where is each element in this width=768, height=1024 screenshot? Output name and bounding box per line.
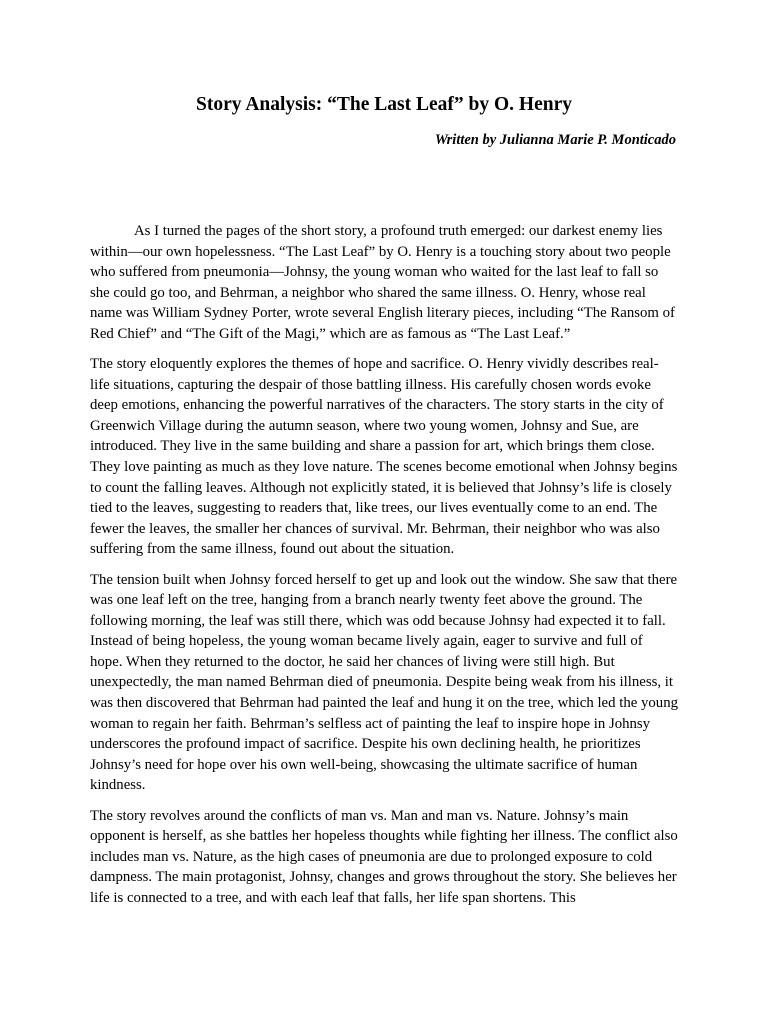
paragraph-intro: As I turned the pages of the short story, a profound truth emerged: our darkest enemy lies within—our own hopelessness. “The Last Leaf” by O. Henry is a touching story about two people who suffered from pneumonia—Johnsy, the young woman who waited for the last leaf to fall so she could go too, and Behrman, a neighbor who shared the same illness. O. Henry, whose real name was William Sydney Porter, wrote several English literary pieces, including “The Ransom of Red Chief” and “The Gift of the Magi,” which are as famous as “The Last Leaf.” [90, 223, 675, 342]
document-title: Story Analysis: “The Last Leaf” by O. Henry [196, 94, 572, 115]
author-byline: Written by Julianna Marie P. Monticado [434, 132, 676, 148]
document-body [90, 221, 678, 918]
paragraph-themes: The story eloquently explores the themes of hope and sacrifice. O. Henry vividly describes real-life situations, capturing the despair of those battling illness. His carefully chosen words evoke deep emotions, enhancing the powerful narratives of the characters. The story starts in the city of Greenwich Village during the autumn season, where two young women, Johnsy and Sue, are introduced. They live in the same building and share a passion for art, which brings them close. They love painting as much as they love nature. The scenes become emotional when Johnsy begins to count the falling leaves. Although not explicitly stated, it is believed that Johnsy’s life is closely tied to the leaves, suggesting to readers that, like trees, our lives eventually come to an end. The fewer the leaves, the smaller her chances of survival. Mr. Behrman, their neighbor who was also suffering from the same illness, found out about the situation. [90, 356, 678, 558]
paragraph-conflicts: The story revolves around the conflicts of man vs. Man and man vs. Nature. Johnsy’s main opponent is herself, as she battles her hopeless thoughts while fighting her illness. The conflict also includes man vs. Nature, as the high cases of pneumonia are due to prolonged exposure to cold dampness. The main protagonist, Johnsy, changes and grows throughout the story. She believes her life is connected to a tree, and with each leaf that falls, her life span shortens. This [90, 807, 678, 906]
paragraph-tension: The tension built when Johnsy forced herself to get up and look out the window. She saw that there was one leaf left on the tree, hanging from a branch nearly twenty feet above the ground. The following morning, the leaf was still there, which was odd because Johnsy had expected it to fall. Instead of being hopeless, the young woman became lively again, eager to survive and full of hope. When they returned to the doctor, he said her chances of living were still high. But unexpectedly, the man named Behrman died of pneumonia. Despite being weak from his illness, it was then discovered that Behrman had painted the leaf and hung it on the tree, which led the young woman to regain her faith. Behrman’s selfless act of painting the leaf to inspire hope in Johnsy underscores the profound impact of sacrifice. Despite his own declining health, he prioritizes Johnsy’s need for hope over his own well-being, showcasing the ultimate sacrifice of human kindness. [90, 571, 678, 794]
